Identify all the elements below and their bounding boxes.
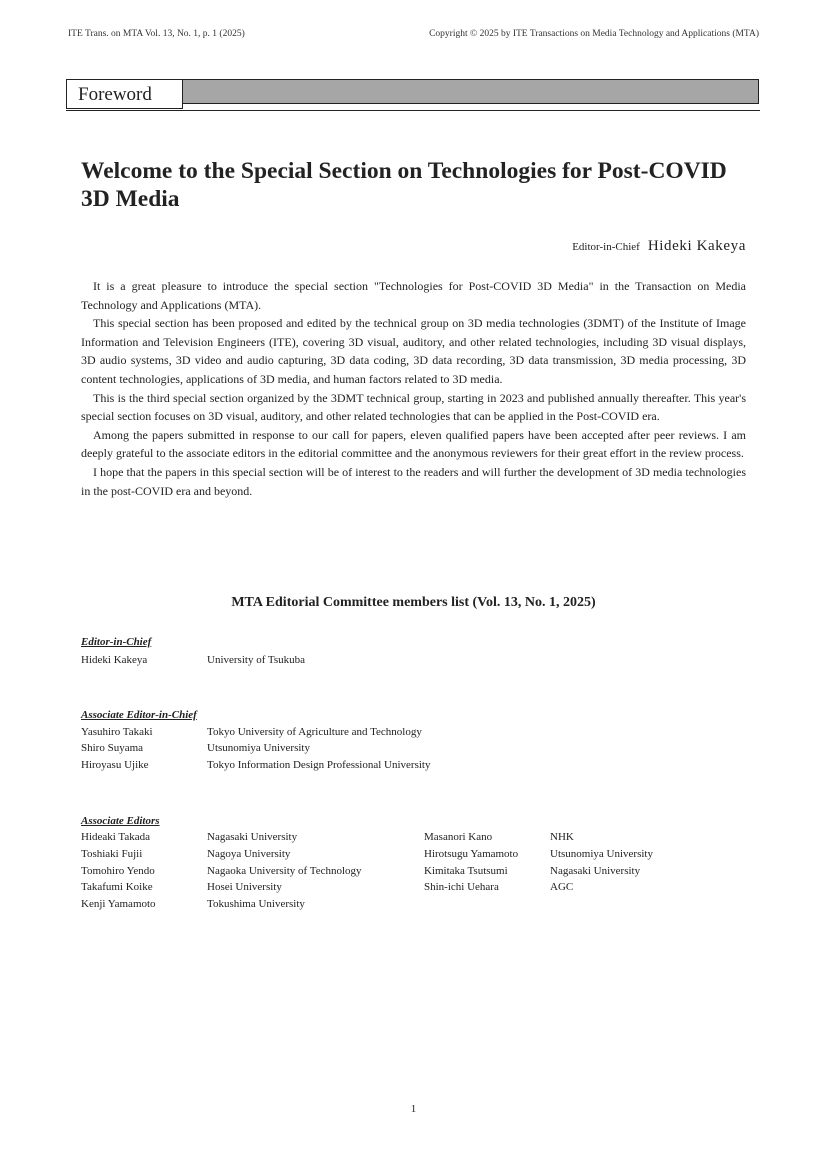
member-affiliation: NHK <box>550 831 574 843</box>
member-name: Takafumi Koike <box>81 881 153 893</box>
banner-shade <box>182 79 759 104</box>
member-name: Shin-ichi Uehara <box>424 881 499 893</box>
member-affiliation: AGC <box>550 881 574 893</box>
page-number: 1 <box>410 1103 417 1115</box>
section-label: Foreword <box>66 79 183 109</box>
paragraph: Among the papers submitted in response to our call for papers, eleven qualified papers have been accepted after peer reviews. I am deeply grateful to the associate editors in the editorial committee and the anonymous reviewers for their great effort in the review process. <box>81 427 746 461</box>
member-affiliation: Nagaoka University of Technology <box>207 865 362 877</box>
paragraph: I hope that the papers in this special section will be of interest to the readers and will further the development of 3D media technologies in the post-COVID era and beyond. <box>81 464 746 498</box>
article-body <box>81 277 746 500</box>
member-affiliation: Utsunomiya University <box>550 848 653 860</box>
member-name: Masanori Kano <box>424 831 493 843</box>
member-affiliation: Tokyo Information Design Professional University <box>207 759 431 771</box>
member-name: Hideaki Takada <box>81 831 150 843</box>
member-affiliation: Hosei University <box>207 881 282 893</box>
member-name: Hirotsugu Yamamoto <box>424 848 519 860</box>
member-affiliation: University of Tsukuba <box>207 654 306 666</box>
paragraph: It is a great pleasure to introduce the special section "Technologies for Post-COVID 3D Media" in the Transaction on Media Technology and Applications (MTA). <box>81 279 746 312</box>
member-name: Kenji Yamamoto <box>81 898 156 910</box>
editor-in-chief-heading: Editor-in-Chief <box>81 636 152 648</box>
member-name: Yasuhiro Takaki <box>81 726 153 738</box>
paragraph: This is the third special section organized by the 3DMT technical group, starting in 2023 and published annually thereafter. This year's special section focuses on 3D visual, auditory, and other related technologies that can be applied in the Post-COVID era. <box>81 390 746 424</box>
committee-title: MTA Editorial Committee members list (Vol. 13, No. 1, 2025) <box>231 595 596 610</box>
member-name: Hideki Kakeya <box>81 654 148 666</box>
banner-rule <box>66 110 760 111</box>
member-affiliation: Tokushima University <box>207 898 305 910</box>
member-affiliation: Tokyo University of Agriculture and Technology <box>207 726 422 738</box>
paragraph: This special section has been proposed and edited by the technical group on 3D media technologies (3DMT) of the Institute of Image Information and Television Engineers (ITE), covering 3D visual, auditory, and other related technologies, including 3D visual displays, 3D audio systems, 3D video and audio capturing, 3D data coding, 3D data recording, 3D data transmission, 3D media processing, 3D content technologies, applications of 3D media, and human factors related to 3D media. <box>81 316 746 386</box>
member-name: Tomohiro Yendo <box>81 865 155 877</box>
byline <box>572 237 746 255</box>
member-name: Toshiaki Fujii <box>81 848 143 860</box>
member-affiliation: Nagasaki University <box>550 865 641 877</box>
running-head-left: ITE Trans. on MTA Vol. 13, No. 1, p. 1 (2025) <box>68 29 245 39</box>
byline-role: Editor-in-Chief <box>572 241 640 253</box>
member-affiliation: Nagasaki University <box>207 831 298 843</box>
associate-editor-in-chief-heading: Associate Editor-in-Chief <box>81 709 197 721</box>
article-title: Welcome to the Special Section on Technologies for Post-COVID 3D Media <box>81 158 727 212</box>
associate-editors-heading: Associate Editors <box>81 815 160 827</box>
member-affiliation: Nagoya University <box>207 848 291 860</box>
member-affiliation: Utsunomiya University <box>207 742 310 754</box>
byline-name: Hideki Kakeya <box>647 238 746 254</box>
running-head-right: Copyright © 2025 by ITE Transactions on Media Technology and Applications (MTA) <box>429 29 759 39</box>
section-banner <box>66 79 760 111</box>
member-name: Shiro Suyama <box>81 742 144 754</box>
member-name: Hiroyasu Ujike <box>81 759 149 771</box>
member-name: Kimitaka Tsutsumi <box>424 865 508 877</box>
